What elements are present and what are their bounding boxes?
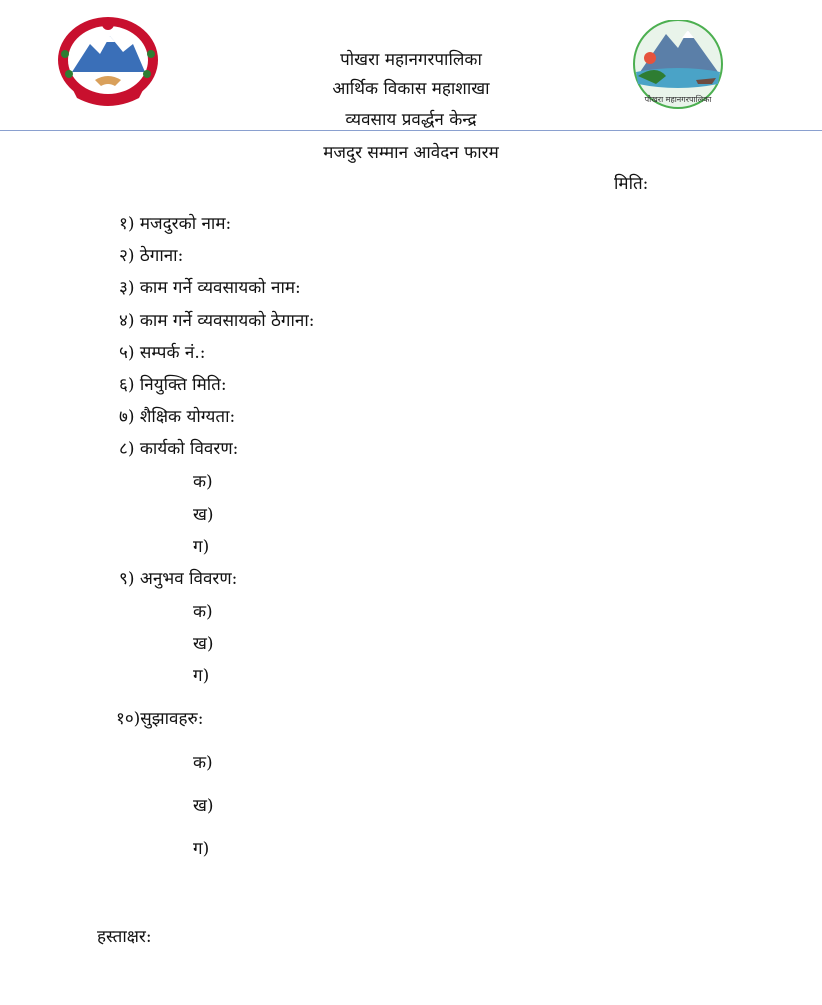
header-division-name: आर्थिक विकास महाशाखा xyxy=(332,79,490,99)
experience-item-kha: ख) xyxy=(193,634,214,654)
field-work-details: ८) कार्यको विवरण: xyxy=(119,439,239,459)
field-address: २) ठेगाना: xyxy=(119,246,184,266)
header-divider xyxy=(0,130,822,131)
work-item-kha: ख) xyxy=(193,505,214,525)
signature-label: हस्ताक्षर: xyxy=(97,927,152,947)
logo-caption: पोखरा महानगरपालिका xyxy=(644,95,712,104)
experience-item-ka: क) xyxy=(193,602,213,622)
work-item-ka: क) xyxy=(193,472,213,492)
field-worker-name: १) मजदुरको नाम: xyxy=(119,214,232,234)
field-contact-number: ५) सम्पर्क नं.: xyxy=(119,343,206,363)
field-appointment-date: ६) नियुक्ति मिति: xyxy=(119,375,227,395)
form-title: मजदुर सम्मान आवेदन फारम xyxy=(323,143,499,163)
experience-item-ga: ग) xyxy=(193,666,210,686)
suggestion-item-kha: ख) xyxy=(193,796,214,816)
field-experience: ९) अनुभव विवरण: xyxy=(119,569,238,589)
field-suggestions: १०)सुझावहरु: xyxy=(116,709,204,729)
header-office-name: पोखरा महानगरपालिका xyxy=(340,50,482,70)
date-field-label: मिति: xyxy=(614,174,649,194)
work-item-ga: ग) xyxy=(193,537,210,557)
field-business-address: ४) काम गर्ने व्यवसायको ठेगाना: xyxy=(119,311,315,331)
suggestion-item-ka: क) xyxy=(193,753,213,773)
suggestion-item-ga: ग) xyxy=(193,839,210,859)
field-business-name: ३) काम गर्ने व्यवसायको नाम: xyxy=(119,278,301,298)
field-education: ७) शैक्षिक योग्यता: xyxy=(119,407,236,427)
header-center-name: व्यवसाय प्रवर्द्धन केन्द्र xyxy=(345,110,477,130)
